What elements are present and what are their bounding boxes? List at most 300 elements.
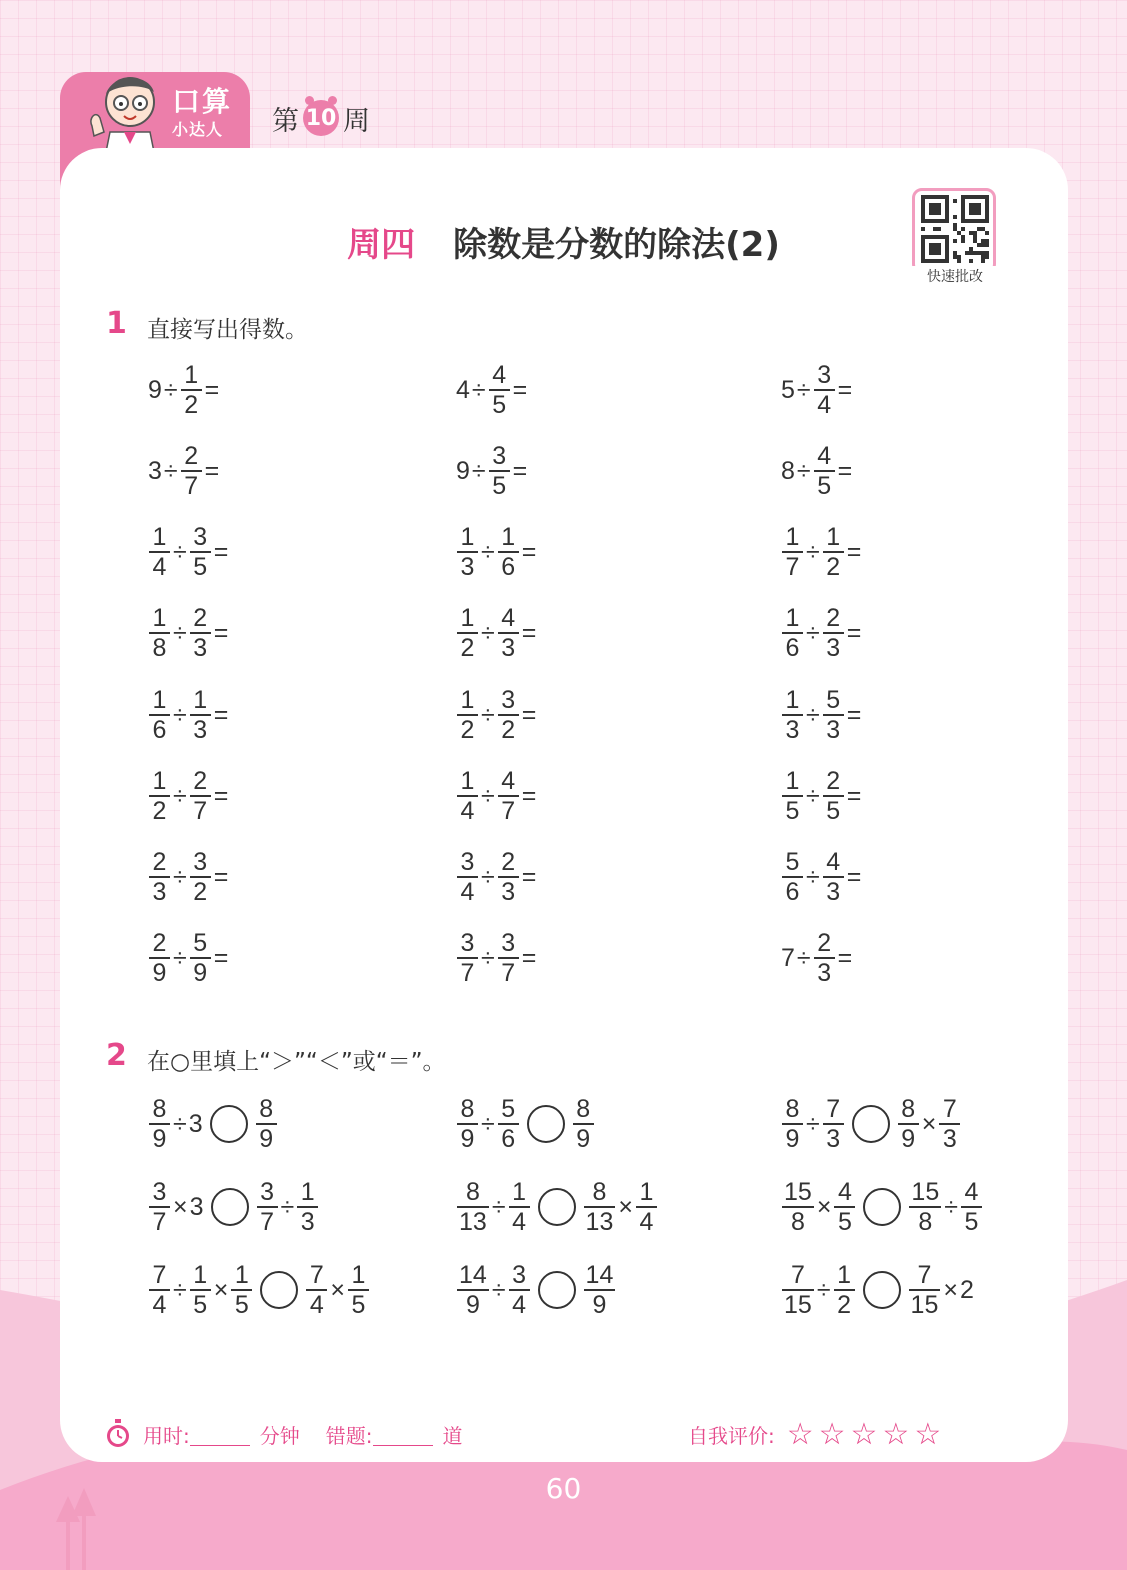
numerator: 3 — [460, 929, 475, 957]
fraction — [823, 848, 844, 906]
title-topic: 除数是分数的除法(2) — [453, 225, 780, 265]
denominator: 4 — [512, 1291, 526, 1319]
numerator: 1 — [152, 523, 167, 551]
math-expression — [781, 845, 863, 909]
denominator: 7 — [152, 1208, 167, 1236]
fraction — [348, 1261, 369, 1319]
numerator: 1 — [152, 604, 167, 632]
denominator: 5 — [826, 797, 841, 825]
answer-circle[interactable] — [211, 1188, 249, 1226]
operator: = — [521, 537, 537, 566]
numerator: 8 — [152, 1095, 167, 1123]
denominator: 5 — [193, 553, 208, 581]
fraction — [498, 767, 519, 825]
denominator: 9 — [576, 1125, 591, 1153]
denominator: 5 — [817, 472, 832, 500]
fraction — [190, 604, 211, 662]
denominator: 2 — [193, 878, 208, 906]
number: 8 — [781, 456, 795, 485]
fraction — [457, 1178, 489, 1236]
denominator: 7 — [785, 553, 800, 581]
math-expression — [148, 520, 230, 584]
fraction — [823, 767, 844, 825]
denominator: 8 — [152, 634, 167, 662]
math-expression — [148, 845, 230, 909]
operator: ÷ — [471, 375, 486, 404]
numerator: 8 — [592, 1178, 607, 1206]
fraction — [823, 686, 844, 744]
denominator: 3 — [826, 1125, 841, 1153]
operator: ÷ — [173, 862, 187, 891]
fraction — [181, 442, 202, 500]
denominator: 5 — [193, 1291, 208, 1319]
denominator: 9 — [592, 1291, 607, 1319]
fraction — [498, 1095, 519, 1153]
time-unit: 分钟 — [259, 1423, 300, 1448]
numerator: 4 — [964, 1178, 979, 1206]
mascot-icon — [84, 70, 164, 152]
week-suffix: 周 — [343, 105, 370, 137]
denominator: 2 — [460, 634, 475, 662]
number: 3 — [189, 1192, 204, 1221]
numerator: 3 — [492, 442, 507, 470]
week-number-badge: 10 — [303, 100, 339, 136]
fraction — [498, 604, 519, 662]
fraction — [190, 767, 211, 825]
fraction — [457, 767, 478, 825]
denominator: 6 — [785, 878, 800, 906]
operator: = — [846, 862, 862, 891]
operator: ÷ — [796, 375, 811, 404]
numerator: 5 — [193, 929, 208, 957]
fraction — [782, 523, 803, 581]
denominator: 9 — [785, 1125, 800, 1153]
fraction — [909, 1261, 941, 1319]
denominator: 9 — [152, 1125, 167, 1153]
fraction — [190, 929, 211, 987]
fraction — [823, 1095, 844, 1153]
footer-stats — [105, 1417, 463, 1451]
qr-caption: 快速批改 — [903, 266, 1007, 286]
operator: ÷ — [796, 943, 811, 972]
operator: = — [521, 943, 537, 972]
number: 3 — [148, 456, 162, 485]
fraction — [782, 686, 803, 744]
fraction — [457, 604, 478, 662]
operator: × — [173, 1192, 188, 1221]
numerator: 2 — [826, 604, 841, 632]
denominator: 3 — [193, 634, 208, 662]
numerator: 1 — [300, 1178, 315, 1206]
fraction — [257, 1178, 278, 1236]
operator: = — [837, 456, 853, 485]
operator: ÷ — [806, 862, 820, 891]
operator: = — [521, 618, 537, 647]
operator: = — [521, 700, 537, 729]
errors-blank[interactable] — [373, 1423, 433, 1446]
fraction — [509, 1178, 530, 1236]
denominator: 3 — [460, 553, 475, 581]
denominator: 8 — [918, 1208, 933, 1236]
fraction — [457, 848, 478, 906]
answer-circle[interactable] — [852, 1105, 890, 1143]
denominator: 4 — [460, 878, 475, 906]
numerator: 3 — [501, 929, 516, 957]
denominator: 5 — [234, 1291, 249, 1319]
numerator: 1 — [512, 1178, 526, 1206]
denominator: 9 — [901, 1125, 916, 1153]
operator: ÷ — [173, 1275, 187, 1304]
numerator: 14 — [585, 1261, 614, 1289]
numerator: 1 — [826, 523, 841, 551]
numerator: 8 — [785, 1095, 800, 1123]
numerator: 8 — [576, 1095, 591, 1123]
fraction — [149, 1095, 170, 1153]
answer-circle[interactable] — [863, 1271, 901, 1309]
math-expression — [456, 358, 529, 422]
numerator: 14 — [459, 1261, 487, 1289]
operator: ÷ — [173, 943, 187, 972]
page-number: 60 — [545, 1472, 582, 1505]
math-expression — [456, 1175, 658, 1239]
numerator: 3 — [260, 1178, 274, 1206]
math-expression — [781, 439, 854, 503]
fraction — [297, 1178, 318, 1236]
operator: = — [213, 781, 229, 810]
operator: × — [213, 1275, 229, 1304]
operator: = — [521, 862, 537, 891]
numerator: 15 — [911, 1178, 940, 1206]
operator: = — [521, 781, 537, 810]
fraction — [149, 1178, 170, 1236]
denominator: 7 — [184, 472, 199, 500]
operator: ÷ — [481, 862, 495, 891]
section-2-number: 2 — [106, 1038, 127, 1073]
numerator: 3 — [817, 361, 832, 389]
time-label: 用时: — [143, 1423, 190, 1448]
numerator: 4 — [817, 442, 832, 470]
operator: ÷ — [796, 456, 811, 485]
fraction — [149, 767, 170, 825]
denominator: 2 — [501, 716, 516, 744]
denominator: 7 — [460, 959, 475, 987]
denominator: 4 — [639, 1208, 654, 1236]
numerator: 3 — [501, 686, 516, 714]
numerator: 8 — [465, 1178, 480, 1206]
operator: ÷ — [944, 1192, 958, 1221]
fraction — [149, 1261, 170, 1319]
fraction — [457, 929, 478, 987]
time-blank[interactable] — [190, 1423, 250, 1446]
operator: = — [204, 375, 220, 404]
math-expression — [781, 683, 863, 747]
denominator: 9 — [259, 1125, 274, 1153]
denominator: 9 — [152, 959, 167, 987]
numerator: 8 — [901, 1095, 916, 1123]
numerator: 1 — [193, 686, 208, 714]
fraction — [498, 929, 519, 987]
numerator: 4 — [826, 848, 841, 876]
operator: = — [213, 618, 229, 647]
operator: ÷ — [481, 700, 495, 729]
operator: ÷ — [481, 618, 495, 647]
numerator: 1 — [193, 1261, 208, 1289]
denominator: 9 — [465, 1291, 480, 1319]
denominator: 3 — [300, 1208, 315, 1236]
operator: = — [213, 943, 229, 972]
numerator: 2 — [152, 929, 167, 957]
number: 2 — [959, 1275, 974, 1304]
number: 4 — [456, 375, 470, 404]
math-expression — [148, 1092, 278, 1156]
numerator: 1 — [460, 686, 475, 714]
denominator: 7 — [260, 1208, 274, 1236]
numerator: 1 — [837, 1261, 851, 1289]
math-expression — [148, 439, 221, 503]
numerator: 2 — [193, 767, 208, 795]
denominator: 4 — [460, 797, 475, 825]
numerator: 3 — [193, 848, 208, 876]
denominator: 4 — [309, 1291, 324, 1319]
fraction — [961, 1178, 982, 1236]
math-expression — [781, 764, 863, 828]
answer-circle[interactable] — [210, 1105, 248, 1143]
operator: = — [837, 375, 853, 404]
fraction — [823, 523, 844, 581]
week-prefix: 第 — [272, 105, 299, 137]
fraction — [190, 848, 211, 906]
denominator: 4 — [152, 1291, 167, 1319]
numerator: 1 — [785, 767, 800, 795]
numerator: 1 — [460, 604, 475, 632]
numerator: 1 — [785, 604, 800, 632]
rating-stars[interactable]: ☆☆☆☆☆ — [786, 1416, 947, 1452]
math-expression — [781, 520, 863, 584]
fraction — [149, 604, 170, 662]
numerator: 1 — [184, 361, 199, 389]
denominator: 6 — [501, 553, 516, 581]
answer-circle[interactable] — [260, 1271, 298, 1309]
fraction — [190, 523, 211, 581]
denominator: 3 — [193, 716, 208, 744]
number: 3 — [188, 1109, 203, 1138]
numerator: 7 — [790, 1261, 805, 1289]
section-1-number: 1 — [106, 306, 127, 341]
denominator: 6 — [501, 1125, 516, 1153]
operator: ÷ — [806, 537, 820, 566]
denominator: 15 — [910, 1291, 939, 1319]
operator: = — [512, 375, 528, 404]
brand-main: 口算 — [172, 85, 233, 118]
math-expression — [456, 601, 538, 665]
math-expression — [456, 845, 538, 909]
title-weekday: 周四 — [347, 225, 416, 265]
operator: ÷ — [173, 781, 187, 810]
operator: × — [618, 1192, 633, 1221]
numerator: 7 — [917, 1261, 932, 1289]
fraction — [149, 523, 170, 581]
numerator: 2 — [193, 604, 208, 632]
denominator: 7 — [501, 797, 516, 825]
numerator: 4 — [501, 604, 516, 632]
fraction — [457, 1261, 489, 1319]
denominator: 2 — [184, 391, 199, 419]
fraction — [149, 848, 170, 906]
errors-unit: 道 — [442, 1423, 463, 1448]
operator: ÷ — [806, 1109, 820, 1138]
denominator: 3 — [826, 716, 841, 744]
fraction — [498, 848, 519, 906]
fraction — [457, 523, 478, 581]
numerator: 3 — [512, 1261, 526, 1289]
numerator: 8 — [460, 1095, 475, 1123]
operator: ÷ — [806, 781, 820, 810]
brand-sub: 小达人 — [172, 120, 224, 139]
denominator: 5 — [837, 1208, 852, 1236]
math-expression — [148, 926, 230, 990]
answer-circle[interactable] — [863, 1188, 901, 1226]
denominator: 4 — [817, 391, 832, 419]
operator: ÷ — [481, 781, 495, 810]
operator: = — [204, 456, 220, 485]
numerator: 7 — [826, 1095, 841, 1123]
fraction — [909, 1178, 941, 1236]
fraction — [489, 361, 510, 419]
fraction — [814, 361, 835, 419]
qr-code-icon[interactable] — [921, 195, 989, 263]
math-expression — [781, 1258, 974, 1322]
numerator: 7 — [309, 1261, 324, 1289]
math-expression — [781, 926, 854, 990]
arrow-decoration-icon — [52, 1488, 102, 1570]
operator: ÷ — [806, 700, 820, 729]
numerator: 1 — [351, 1261, 366, 1289]
numerator: 4 — [837, 1178, 852, 1206]
numerator: 5 — [785, 848, 800, 876]
math-expression — [456, 439, 529, 503]
numerator: 2 — [152, 848, 167, 876]
fraction — [509, 1261, 530, 1319]
fraction — [823, 604, 844, 662]
week-indicator — [272, 98, 370, 138]
numerator: 1 — [460, 767, 475, 795]
fraction — [834, 1178, 855, 1236]
operator: × — [943, 1275, 958, 1304]
denominator: 13 — [585, 1208, 614, 1236]
numerator: 1 — [234, 1261, 249, 1289]
numerator: 8 — [259, 1095, 274, 1123]
denominator: 2 — [460, 716, 475, 744]
operator: ÷ — [481, 537, 495, 566]
fraction — [190, 686, 211, 744]
denominator: 7 — [501, 959, 516, 987]
numerator: 3 — [152, 1178, 167, 1206]
fraction — [834, 1261, 855, 1319]
operator: ÷ — [471, 456, 486, 485]
numerator: 5 — [826, 686, 841, 714]
math-expression — [456, 520, 538, 584]
denominator: 5 — [492, 391, 507, 419]
number: 7 — [781, 943, 795, 972]
fraction — [306, 1261, 327, 1319]
numerator: 1 — [785, 686, 800, 714]
numerator: 1 — [152, 686, 167, 714]
math-expression — [148, 1258, 370, 1322]
fraction — [149, 686, 170, 744]
denominator: 3 — [826, 878, 841, 906]
math-expression — [781, 1092, 961, 1156]
denominator: 5 — [964, 1208, 979, 1236]
math-expression — [148, 358, 221, 422]
denominator: 6 — [785, 634, 800, 662]
operator: = — [846, 781, 862, 810]
number: 9 — [456, 456, 470, 485]
operator: = — [846, 537, 862, 566]
numerator: 1 — [501, 523, 516, 551]
numerator: 15 — [784, 1178, 812, 1206]
operator: ÷ — [163, 456, 178, 485]
denominator: 2 — [837, 1291, 851, 1319]
section-1-instruction: 直接写出得数。 — [147, 317, 308, 343]
fraction — [939, 1095, 960, 1153]
fraction — [782, 1095, 803, 1153]
fraction — [898, 1095, 919, 1153]
math-expression — [456, 683, 538, 747]
denominator: 3 — [817, 959, 832, 987]
numerator: 3 — [460, 848, 475, 876]
operator: ÷ — [173, 1109, 187, 1138]
number: 9 — [148, 375, 162, 404]
math-expression — [148, 683, 230, 747]
operator: ÷ — [491, 1275, 506, 1304]
numerator: 2 — [817, 929, 832, 957]
operator: = — [512, 456, 528, 485]
numerator: 1 — [152, 767, 167, 795]
fraction — [489, 442, 510, 500]
operator: ÷ — [173, 618, 187, 647]
denominator: 3 — [785, 716, 800, 744]
math-expression — [781, 358, 854, 422]
operator: ÷ — [173, 700, 187, 729]
math-expression — [456, 1092, 595, 1156]
numerator: 1 — [785, 523, 800, 551]
answer-circle[interactable] — [538, 1271, 576, 1309]
numerator: 4 — [501, 767, 516, 795]
denominator: 3 — [152, 878, 167, 906]
fraction — [498, 686, 519, 744]
operator: ÷ — [806, 618, 820, 647]
fraction — [782, 767, 803, 825]
denominator: 2 — [826, 553, 841, 581]
fraction — [573, 1095, 594, 1153]
self-rating — [688, 1417, 946, 1451]
numerator: 7 — [152, 1261, 167, 1289]
answer-circle[interactable] — [538, 1188, 576, 1226]
fraction — [457, 1095, 478, 1153]
math-expression — [148, 1175, 319, 1239]
numerator: 2 — [501, 848, 516, 876]
denominator: 3 — [501, 878, 516, 906]
denominator: 5 — [351, 1291, 366, 1319]
fraction — [231, 1261, 252, 1319]
denominator: 8 — [790, 1208, 805, 1236]
fraction — [584, 1178, 616, 1236]
answer-circle[interactable] — [527, 1105, 565, 1143]
denominator: 9 — [460, 1125, 475, 1153]
number: 5 — [781, 375, 795, 404]
numerator: 3 — [193, 523, 208, 551]
fraction — [782, 1261, 814, 1319]
